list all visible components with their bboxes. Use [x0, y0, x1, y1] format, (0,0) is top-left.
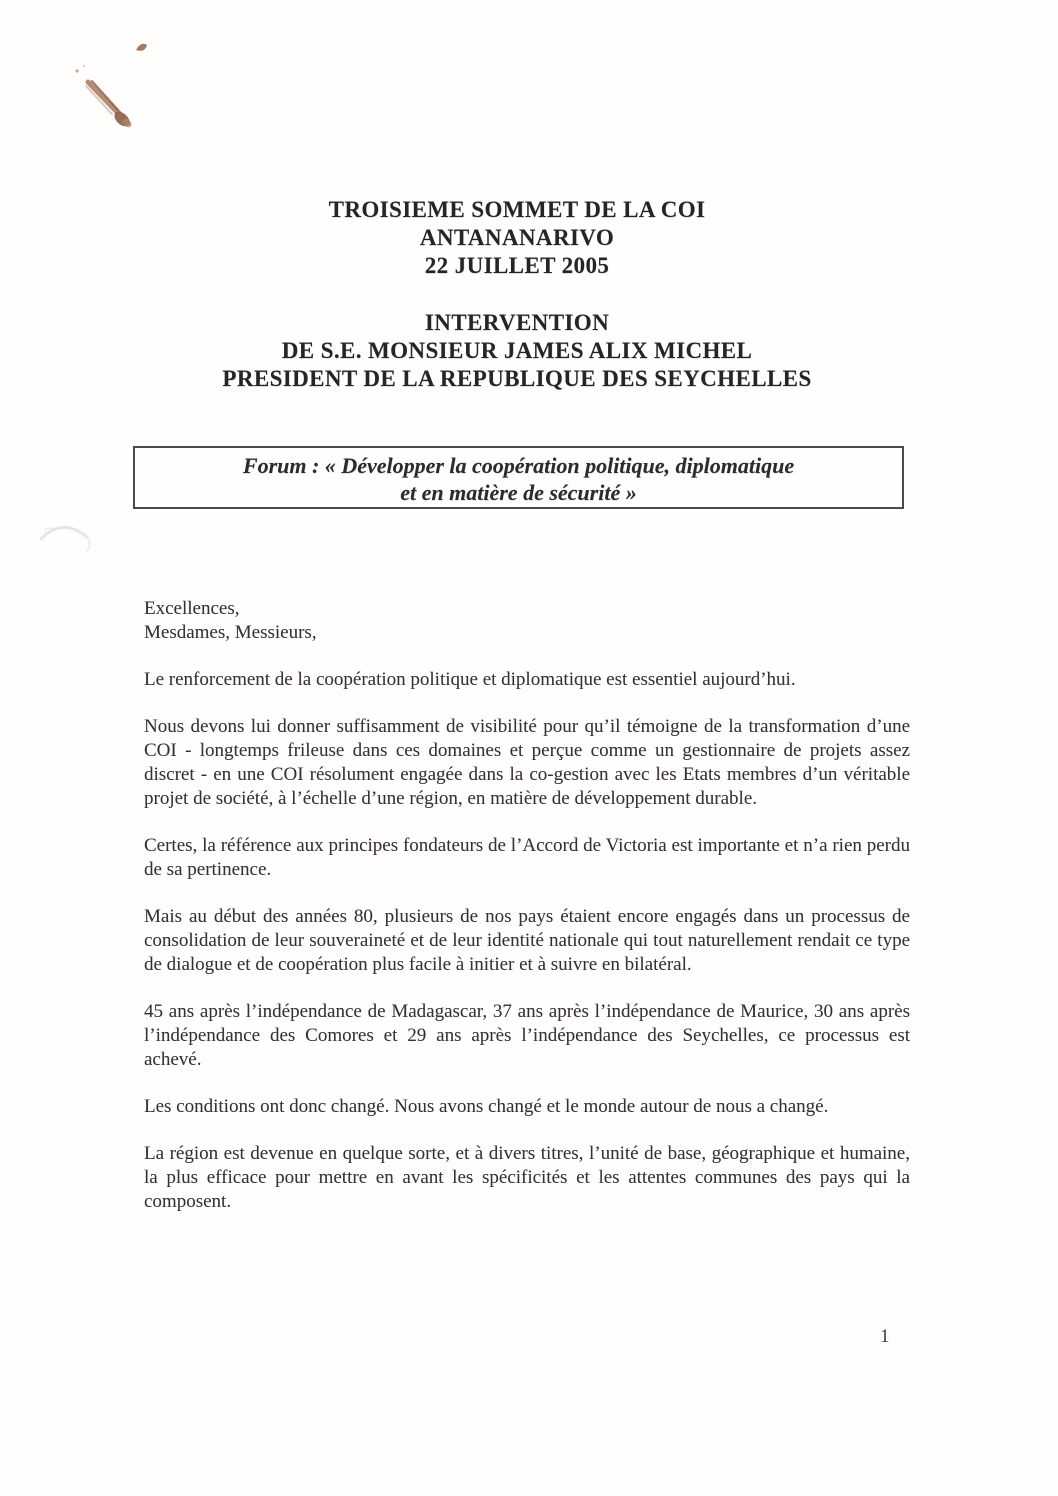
summit-city-line: ANTANANARIVO: [419, 225, 615, 250]
salutation-line-2: Mesdames, Messieurs,: [144, 622, 317, 643]
paragraph-4: Mais au début des années 80, plusieurs de nos pays étaient encore engagés dans un processus de consolidation de leur souveraineté et de leur identité nationale qui tout naturellement rendait ce type de dialogue et de coopération plus facile à initier et à suivre en bilatéral.: [144, 906, 910, 975]
speaker-role-line: PRESIDENT DE LA REPUBLIQUE DES SEYCHELLES: [222, 366, 812, 391]
document-title-block: [12, 196, 1022, 280]
salutation-block: [144, 597, 910, 645]
paragraph-7: La région est devenue en quelque sorte, et à divers titres, l’unité de base, géographique et humaine, la plus efficace pour mettre en avant les spécificités et les attentes communes des pays qui la composent.: [144, 1143, 910, 1212]
speaker-name-line: DE S.E. MONSIEUR JAMES ALIX MICHEL: [281, 338, 753, 363]
smudge-artifact: [10, 498, 120, 588]
page-number: 1: [880, 1326, 890, 1347]
paragraph-1: Le renforcement de la coopération politique et diplomatique est essentiel aujourd’hui.: [144, 669, 796, 690]
pen-mark-artifact: [0, 0, 230, 160]
document-body: [144, 597, 910, 1214]
forum-title-line-2: et en matière de sécurité »: [400, 480, 637, 505]
paragraph-6: Les conditions ont donc changé. Nous avons changé et le monde autour de nous a changé.: [144, 1096, 829, 1117]
salutation-line-1: Excellences,: [144, 598, 240, 619]
forum-title-box: [133, 446, 904, 509]
summit-title-line: TROISIEME SOMMET DE LA COI: [328, 197, 706, 222]
paragraph-3: Certes, la référence aux principes fondateurs de l’Accord de Victoria est importante et n’a rien perdu de sa pertinence.: [144, 835, 910, 880]
speaker-title-block: [12, 309, 1022, 393]
forum-title-line-1: Forum : « Développer la coopération politique, diplomatique: [242, 453, 795, 478]
paragraph-2: Nous devons lui donner suffisamment de visibilité pour qu’il témoigne de la transformation d’une COI - longtemps frileuse dans ces domaines et perçue comme un gestionnaire de projets assez discret - en une COI résolument engagée dans la co-gestion avec les Etats membres d’un véritable projet de société, à l’échelle d’une région, en matière de développement durable.: [144, 716, 910, 809]
intervention-line: INTERVENTION: [424, 310, 610, 335]
summit-date-line: 22 JUILLET 2005: [424, 253, 610, 278]
paragraph-5: 45 ans après l’indépendance de Madagascar, 37 ans après l’indépendance de Maurice, 30 ans après l’indépendance des Comores et 29 ans après l’indépendance des Seychelles, ce processus est achevé.: [144, 1001, 910, 1070]
